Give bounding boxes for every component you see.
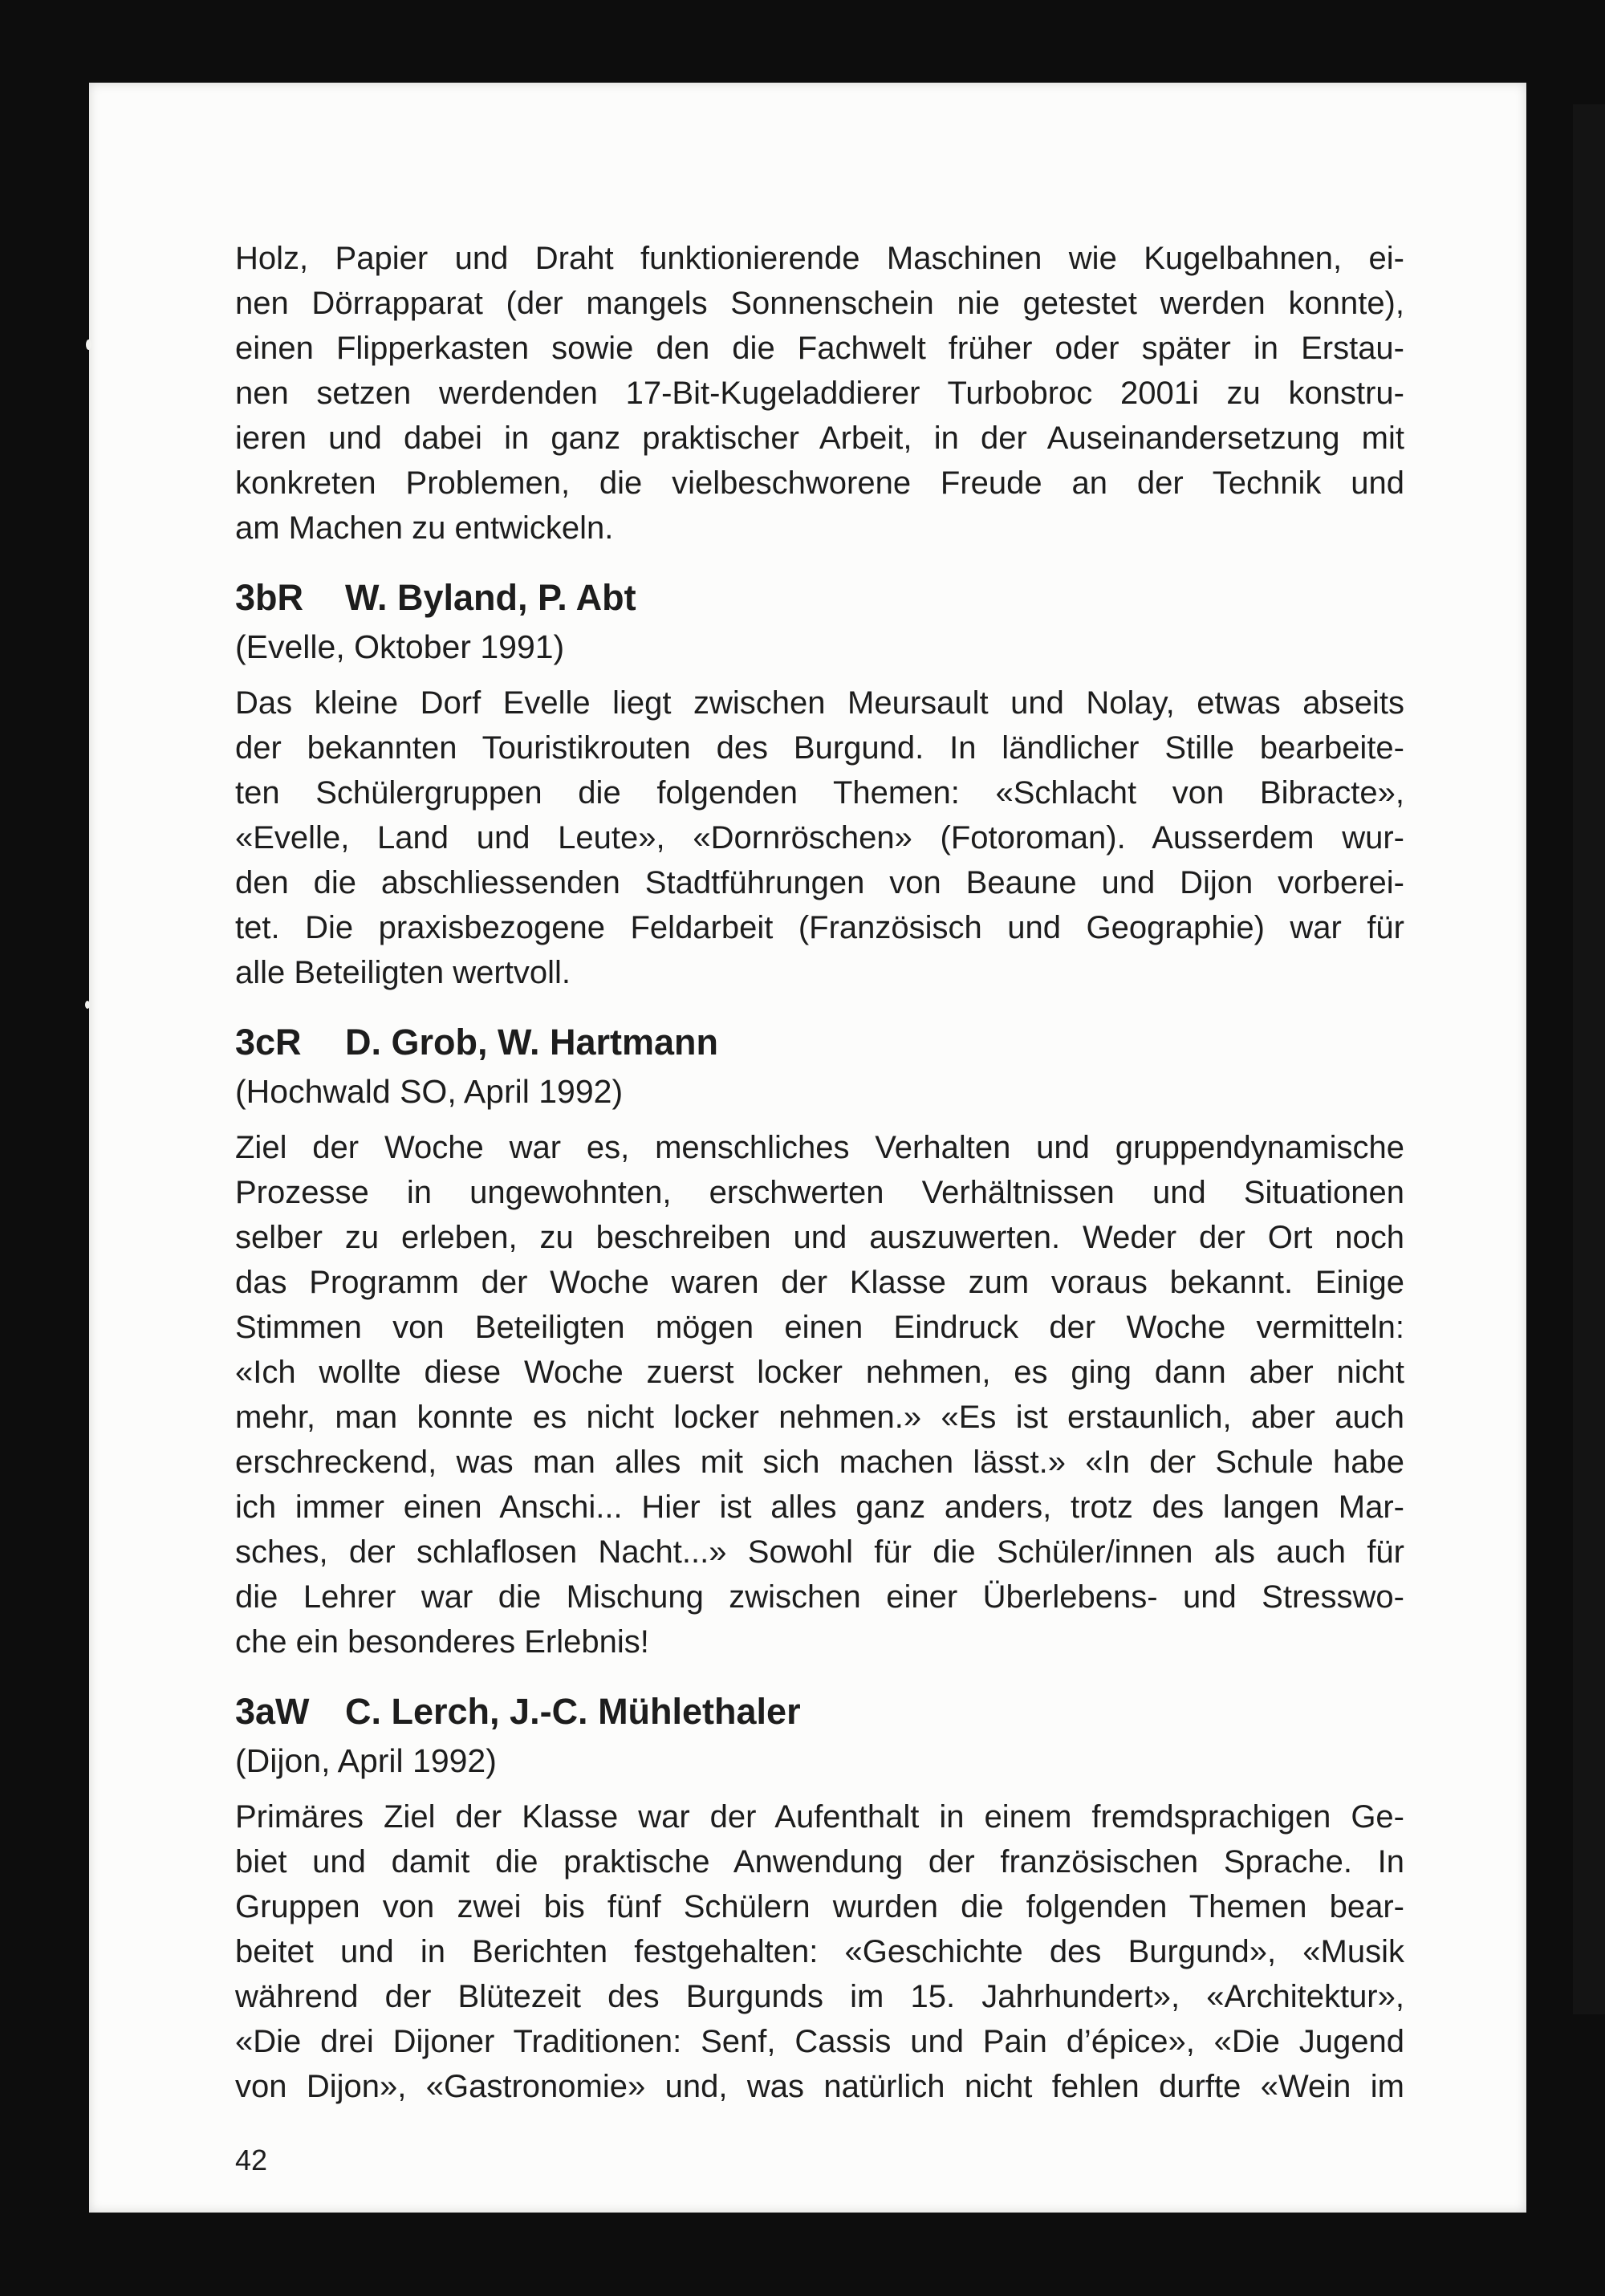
intro-paragraph (235, 236, 1404, 551)
text-line-content: tet. Die praxisbezogene Feldarbeit (Französisch und Geographie) war für (235, 910, 1404, 945)
text-line-content: alle Beteiligten wertvoll. (235, 955, 571, 990)
text-line (235, 326, 1404, 371)
section-authors: W. Byland, P. Abt (345, 577, 636, 618)
text-line-content: konkreten Problemen, die vielbeschworene Freude an der Technik und (235, 465, 1404, 501)
text-line (235, 1794, 1404, 1839)
text-line-content: biet und damit die praktische Anwendung der französischen Sprache. In (235, 1844, 1404, 1879)
text-line-content: ieren und dabei in ganz praktischer Arbeit, in der Auseinandersetzung mit (235, 421, 1404, 456)
text-line-content: von Dijon», «Gastronomie» und, was natürlich nicht fehlen durfte «Wein im (235, 2069, 1404, 2104)
text-line (235, 461, 1404, 506)
text-line (235, 905, 1404, 950)
section-3bR (235, 575, 1404, 995)
section-code: 3cR (235, 1022, 302, 1063)
text-line (235, 1260, 1404, 1305)
text-line (235, 1395, 1404, 1440)
section-code: 3aW (235, 1691, 310, 1732)
text-line-content: am Machen zu entwickeln. (235, 510, 614, 546)
text-line-content: ich immer einen Anschi... Hier ist alles ganz anders, trotz des langen Mar- (235, 1489, 1404, 1525)
text-line-content: beitet und in Berichten festgehalten: «Geschichte des Burgund», «Musik (235, 1934, 1404, 1969)
section-authors: D. Grob, W. Hartmann (345, 1022, 719, 1063)
section-paragraph (235, 1794, 1404, 2109)
section-location-date: (Evelle, Oktober 1991) (235, 628, 565, 665)
text-line-content: mehr, man konnte es nicht locker nehmen.» «Es ist erstaunlich, aber auch (235, 1400, 1404, 1435)
section-code: 3bR (235, 577, 304, 618)
text-line-content: Prozesse in ungewohnten, erschwerten Verhältnissen und Situationen (235, 1175, 1404, 1210)
text-line (235, 681, 1404, 725)
text-line-content: Gruppen von zwei bis fünf Schülern wurden die folgenden Themen bear- (235, 1889, 1404, 1924)
text-line (235, 1485, 1404, 1530)
text-line-content: Holz, Papier und Draht funktionierende Maschinen wie Kugelbahnen, ei- (235, 241, 1404, 276)
text-line-content: die Lehrer war die Mischung zwischen einer Überlebens- und Stresswo- (235, 1579, 1404, 1615)
section-location-date: (Dijon, April 1992) (235, 1742, 497, 1779)
section-heading (235, 1688, 1404, 1735)
text-line (235, 815, 1404, 860)
text-line-content: Primäres Ziel der Klasse war der Aufenthalt in einem fremdsprachigen Ge- (235, 1799, 1404, 1835)
text-line (235, 770, 1404, 815)
text-line (235, 950, 1404, 995)
text-line-content: ten Schülergruppen die folgenden Themen: «Schlacht von Bibracte», (235, 775, 1404, 811)
text-line (235, 1575, 1404, 1619)
text-line-content: «Ich wollte diese Woche zuerst locker nehmen, es ging dann aber nicht (235, 1355, 1404, 1390)
text-line (235, 1884, 1404, 1929)
text-line-content: einen Flipperkasten sowie den die Fachwelt früher oder später in Erstau- (235, 331, 1404, 366)
section-heading (235, 575, 1404, 621)
text-line (235, 2064, 1404, 2109)
page-number: 42 (235, 2144, 268, 2176)
text-line (235, 1170, 1404, 1215)
text-line-content: sches, der schlaflosen Nacht...» Sowohl für die Schüler/innen als auch für (235, 1534, 1404, 1570)
text-line-content: das Programm der Woche waren der Klasse zum voraus bekannt. Einige (235, 1265, 1404, 1300)
text-line (235, 1839, 1404, 1884)
text-line (235, 371, 1404, 416)
section-authors: C. Lerch, J.-C. Mühlethaler (345, 1691, 801, 1732)
text-line-content: der bekannten Touristikrouten des Burgund. In ländlicher Stille bearbeite- (235, 730, 1404, 766)
text-line (235, 1305, 1404, 1350)
text-line (235, 506, 1404, 551)
text-line-content: Das kleine Dorf Evelle liegt zwischen Meursault und Nolay, etwas abseits (235, 685, 1404, 721)
text-line-content: nen Dörrapparat (der mangels Sonnenschein nie getestet werden konnte), (235, 286, 1404, 321)
text-line (235, 416, 1404, 461)
text-line (235, 281, 1404, 326)
section-3aW (235, 1688, 1404, 2109)
text-line (235, 1440, 1404, 1485)
section-paragraph (235, 1125, 1404, 1664)
text-line (235, 2019, 1404, 2064)
text-line-content: «Evelle, Land und Leute», «Dornröschen» (Fotoroman). Ausserdem wur- (235, 820, 1404, 855)
text-line (235, 860, 1404, 905)
text-line-content: che ein besonderes Erlebnis! (235, 1624, 649, 1660)
text-line-content: «Die drei Dijoner Traditionen: Senf, Cassis und Pain d’épice», «Die Jugend (235, 2024, 1404, 2059)
section-3cR (235, 1019, 1404, 1664)
text-line (235, 1530, 1404, 1575)
scan-edge-artifact (1573, 104, 1605, 2014)
document-page (89, 83, 1526, 2213)
text-line-content: nen setzen werdenden 17-Bit-Kugeladdierer Turbobroc 2001i zu konstru- (235, 376, 1404, 411)
text-line-content: während der Blütezeit des Burgunds im 15. Jahrhundert», «Architektur», (235, 1979, 1404, 2014)
text-line (235, 1350, 1404, 1395)
section-heading (235, 1019, 1404, 1066)
text-line (235, 725, 1404, 770)
text-line-content: Stimmen von Beteiligten mögen einen Eindruck der Woche vermitteln: (235, 1310, 1404, 1345)
text-line-content: den die abschliessenden Stadtführungen von Beaune und Dijon vorberei- (235, 865, 1404, 900)
text-line (235, 236, 1404, 281)
text-line (235, 1125, 1404, 1170)
text-line (235, 1929, 1404, 1974)
text-line (235, 1215, 1404, 1260)
text-line-content: Ziel der Woche war es, menschliches Verhalten und gruppendynamische (235, 1130, 1404, 1165)
text-line (235, 1974, 1404, 2019)
page-content (89, 83, 1526, 2213)
section-paragraph (235, 681, 1404, 995)
text-line-content: selber zu erleben, zu beschreiben und auszuwerten. Weder der Ort noch (235, 1220, 1404, 1255)
section-location-date: (Hochwald SO, April 1992) (235, 1073, 624, 1110)
text-line (235, 1619, 1404, 1664)
text-line-content: erschreckend, was man alles mit sich machen lässt.» «In der Schule habe (235, 1445, 1404, 1480)
